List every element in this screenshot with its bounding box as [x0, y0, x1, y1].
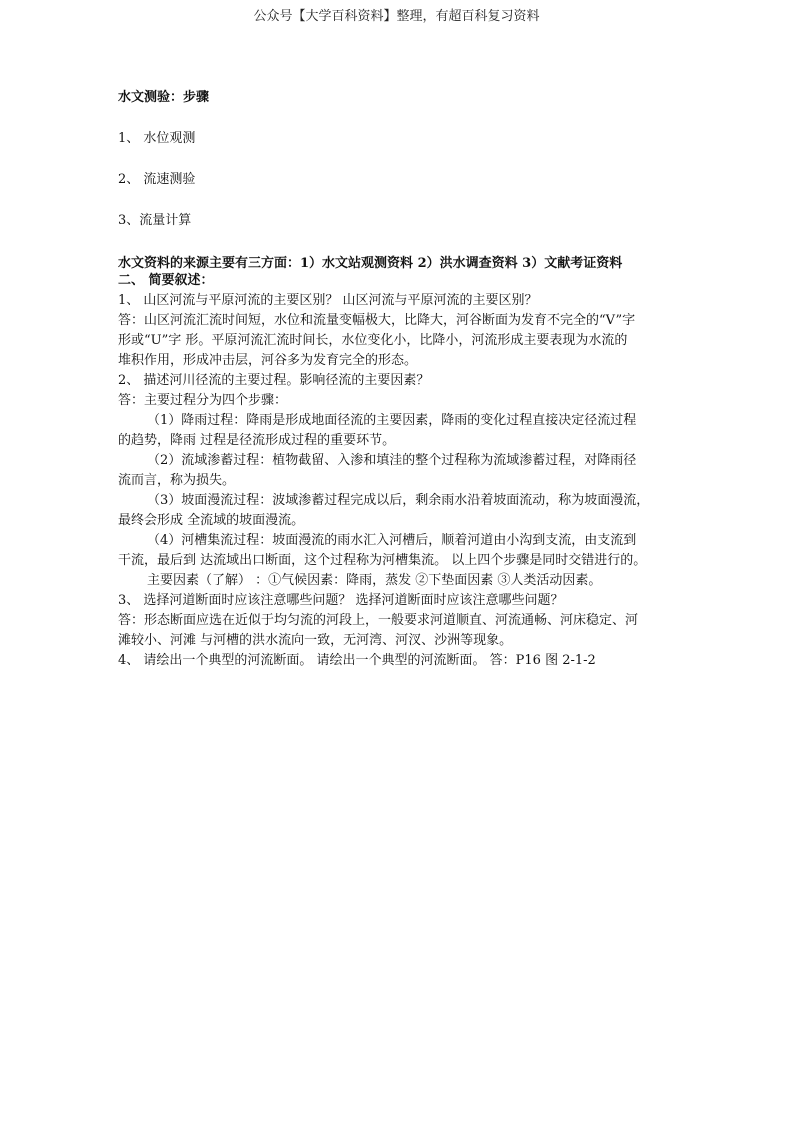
data-sources-line: 水文资料的来源主要有三方面：1）水文站观测资料 2）洪水调查资料 3）文献考证资料	[118, 256, 623, 271]
text-line: （3）坡面漫流过程：波域渗蓄过程完成以后，剩余雨水沿着坡面流动，称为坡面漫流，	[147, 493, 650, 508]
page-header: 公众号【大学百科资料】整理，有超百科复习资料	[253, 9, 540, 24]
text-line: 最终会形成 全流域的坡面漫流。	[118, 513, 305, 528]
text-line: （4）河槽集流过程：坡面漫流的雨水汇入河槽后，顺着河道由小沟到支流，由支流到	[147, 533, 637, 548]
text-line: 答：形态断面应选在近似于均匀流的河段上，一般要求河道顺直、河流通畅、河床稳定、河	[118, 613, 639, 628]
text-line: 的趋势，降雨 过程是径流形成过程的重要环节。	[118, 433, 396, 448]
step-item: 1、 水位观测	[118, 131, 196, 146]
step-item: 2、 流速测验	[118, 172, 196, 187]
text-line: 干流，最后到 达流域出口断面，这个过程称为河槽集流。 以上四个步骤是同时交错进行的。	[118, 553, 647, 568]
text-line: （1）降雨过程：降雨是形成地面径流的主要因素，降雨的变化过程直接决定径流过程	[147, 413, 637, 428]
text-line: 2、 描述河川径流的主要过程。影响径流的主要因素？	[118, 373, 430, 388]
text-line: 3、 选择河道断面时应该注意哪些问题？ 选择河道断面时应该注意哪些问题？	[118, 593, 564, 608]
section-heading: 二、 简要叙述：	[118, 273, 214, 288]
text-line: 答：山区河流汇流时间短，水位和流量变幅极大，比降大，河谷断面为发育不完全的“V”字	[118, 313, 636, 328]
brief-description-section	[118, 271, 688, 671]
text-line: 4、 请绘出一个典型的河流断面。 请绘出一个典型的河流断面。 答：P16 图 2-1-2	[118, 653, 596, 668]
text-line: （2）流域渗蓄过程：植物截留、入渗和填洼的整个过程称为流域渗蓄过程，对降雨径	[147, 453, 637, 468]
step-item: 3、流量计算	[118, 213, 192, 228]
text-line: 1、 山区河流与平原河流的主要区别？ 山区河流与平原河流的主要区别？	[118, 293, 538, 308]
text-line: 答：主要过程分为四个步骤：	[118, 393, 288, 408]
text-line: 流而言，称为损失。	[118, 473, 236, 488]
text-line: 主要因素（了解） ：①气候因素：降雨，蒸发 ②下垫面因素 ③人类活动因素。	[147, 573, 602, 588]
text-line: 滩较小、河滩 与河槽的洪水流向一致，无河湾、河汊、沙洲等现象。	[118, 633, 513, 648]
document-title: 水文测验：步骤	[118, 90, 210, 105]
text-line: 堆积作用，形成冲击层，河谷多为发育完全的形态。	[118, 353, 418, 368]
text-line: 形或“U”字 形。平原河流汇流时间长，水位变化小，比降小，河流形成主要表现为水流的	[118, 333, 628, 348]
